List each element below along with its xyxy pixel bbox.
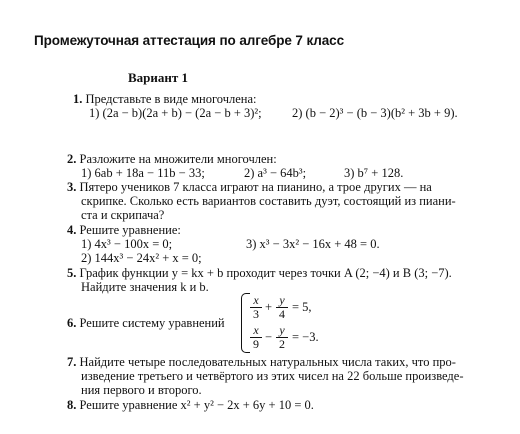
plus-sign: + [265,300,273,314]
task-2-number: 2. [67,152,77,166]
task-5-text-1: График функции y = kx + b проходит через точки A (2; −4) и B (3; −7). [79,266,452,280]
fraction-x-over-9 [250,324,262,351]
equation-2-rhs: = −3. [292,330,319,344]
task-3-line-2: скрипке. Сколько есть вариантов составить дуэт, состоящий из пиани- [81,194,456,208]
task-3-line-1 [67,180,432,194]
task-7-line-3: ния первого и второго. [81,383,202,397]
task-1-heading [73,92,257,106]
task-1-text: Представьте в виде многочлена: [85,92,257,106]
task-5-line-2: Найдите значения k и b. [81,280,209,294]
task-3-number: 3. [67,180,77,194]
task-2-part-1: 1) 6ab + 18a − 11b − 33; [81,166,205,180]
fraction-numerator: y [276,294,288,308]
fraction-numerator: y [276,324,288,338]
task-5-number: 5. [67,266,77,280]
fraction-numerator: x [250,324,262,338]
task-6-number: 6. [67,316,77,330]
task-1-part-2: 2) (b − 2)³ − (b − 3)(b² + 3b + 9). [292,106,458,120]
task-2-text: Разложите на множители многочлен: [79,152,277,166]
task-1-part-1: 1) (2a − b)(2a + b) − (2a − b + 3)²; [89,106,262,120]
task-7-text-1: Найдите четыре последовательных натуральных числа таких, что про- [79,355,456,369]
task-3-text-1: Пятеро учеников 7 класса играют на пианино, а трое других — на [79,180,432,194]
equation-1-rhs: = 5, [292,300,312,314]
minus-sign: − [265,330,273,344]
task-6-text: Решите систему уравнений [79,316,225,330]
variant-heading: Вариант 1 [128,70,189,85]
task-2-part-3: 3) b⁷ + 128. [344,166,404,180]
task-2-heading [67,152,277,166]
document-title: Промежуточная аттестация по алгебре 7 класс [34,33,344,48]
task-4-part-2: 2) 144x³ − 24x² + x = 0; [81,251,202,265]
task-7-number: 7. [67,355,77,369]
task-4-number: 4. [67,223,77,237]
task-1-number: 1. [73,92,83,106]
task-4-part-3: 3) x³ − 3x² − 16x + 48 = 0. [246,237,380,251]
system-brace [241,293,250,353]
task-8-line [67,398,314,412]
fraction-y-over-4 [276,294,288,321]
fraction-y-over-2 [276,324,288,351]
task-8-number: 8. [67,398,77,412]
task-6-heading [67,316,225,330]
fraction-denominator: 9 [253,337,259,351]
fraction-denominator: 2 [279,337,285,351]
task-7-line-1 [67,355,456,369]
fraction-x-over-3 [250,294,262,321]
task-4-part-1: 1) 4x³ − 100x = 0; [81,237,173,251]
task-7-line-2: изведение третьего и четвёртого из этих чисел на 22 больше произведе- [81,369,464,383]
task-4-heading [67,223,181,237]
task-4-text: Решите уравнение: [79,223,181,237]
task-3-line-3: ста и скрипача? [81,208,165,222]
task-5-line-1 [67,266,452,280]
fraction-denominator: 3 [253,307,259,321]
task-8-text: Решите уравнение x² + y² − 2x + 6y + 10 = 0. [79,398,314,412]
fraction-numerator: x [250,294,262,308]
task-2-part-2: 2) a³ − 64b³; [244,166,307,180]
fraction-denominator: 4 [279,307,285,321]
